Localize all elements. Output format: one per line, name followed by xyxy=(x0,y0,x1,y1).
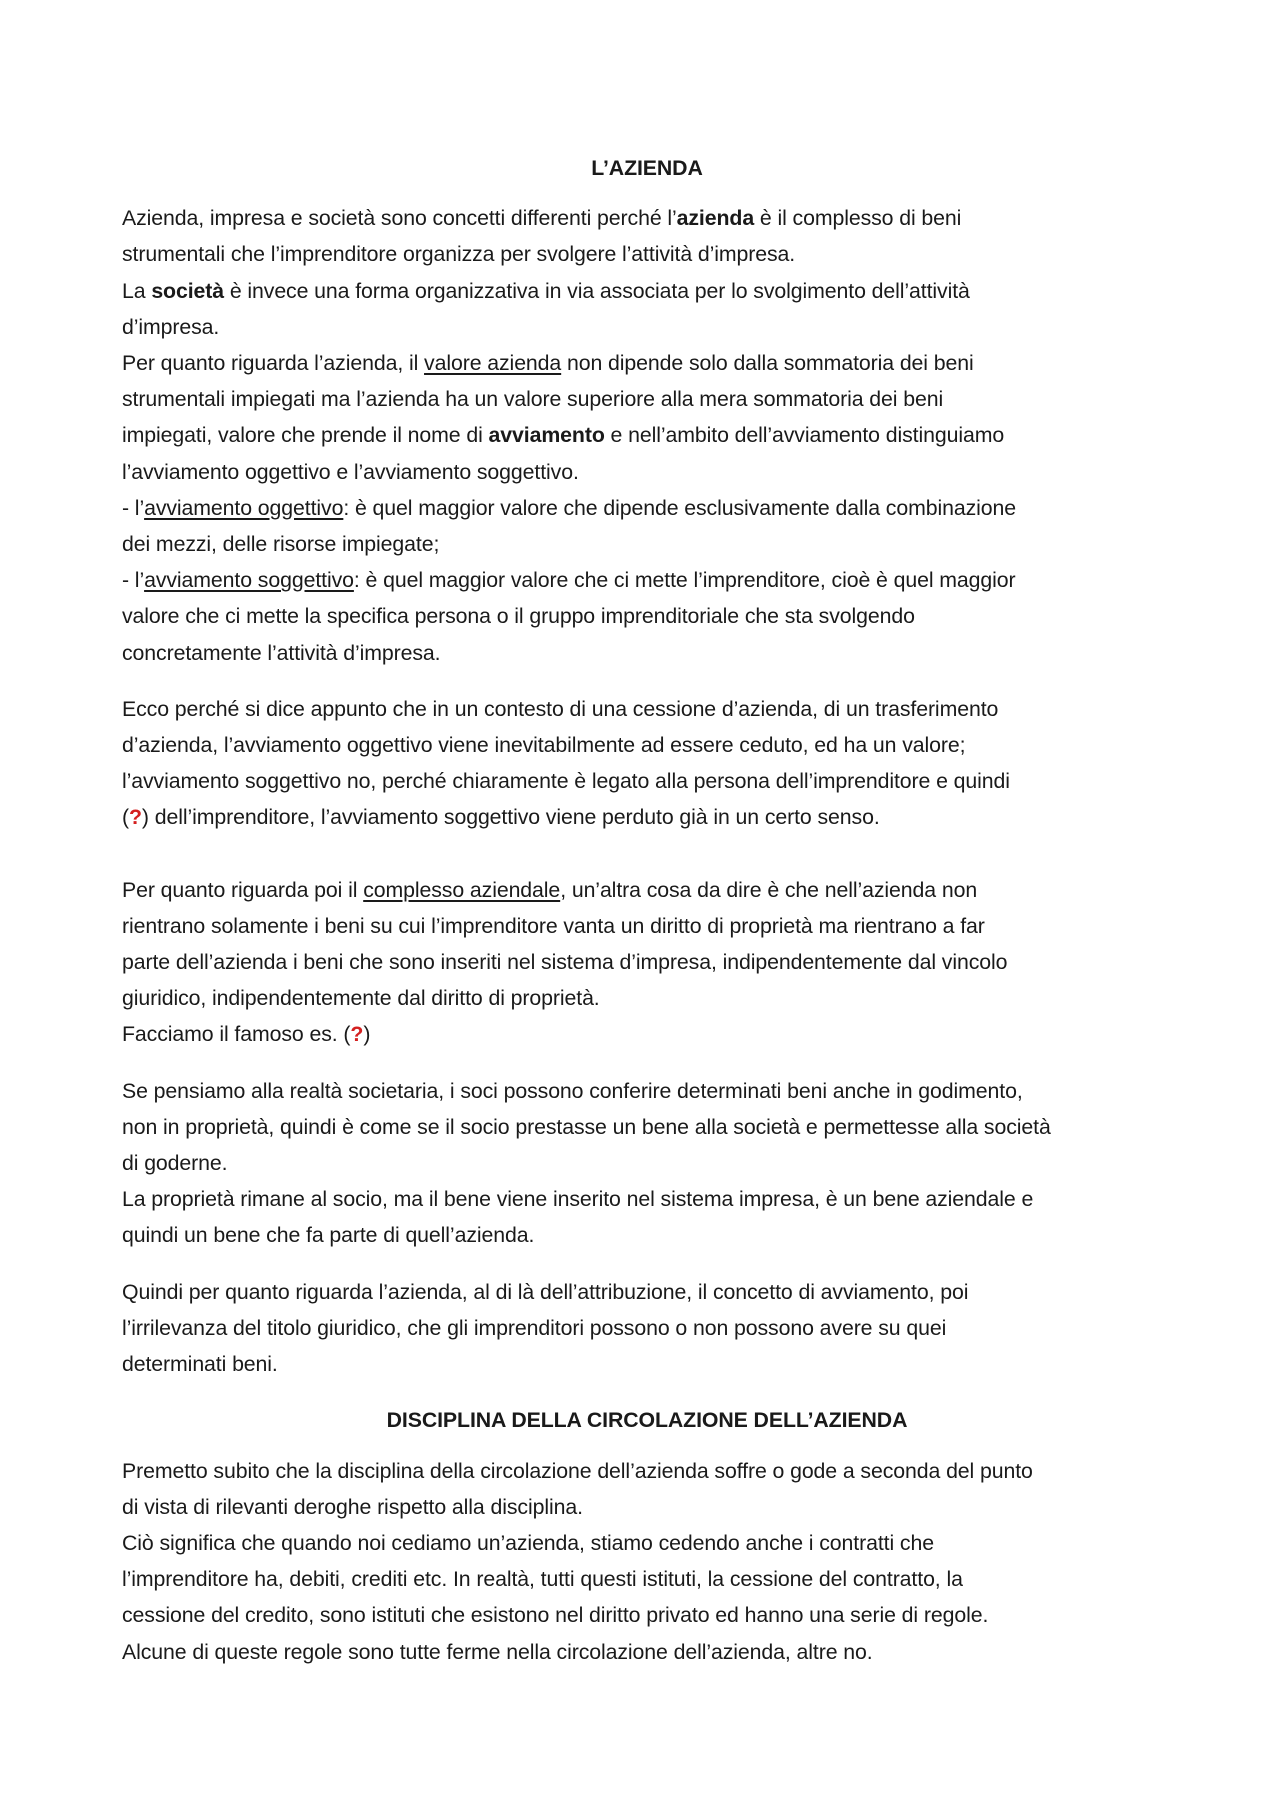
underlined-term-avviamento-soggettivo: avviamento soggettivo xyxy=(144,568,354,593)
text-run: : è quel maggior valore che dipende esclusivamente dalla combinazione xyxy=(343,495,1016,520)
text-line: valore che ci mette la specifica persona o il gruppo imprenditoriale che sta svolgendo xyxy=(122,604,915,629)
paragraph-4 xyxy=(122,1073,1172,1254)
text-run: e nell’ambito dell’avviamento distinguiamo xyxy=(604,423,1005,448)
bold-term-azienda: azienda xyxy=(676,206,755,231)
text-line: strumentali che l’imprenditore organizza per svolgere l’attività d’impresa. xyxy=(122,242,796,267)
text-line: di vista di rilevanti deroghe rispetto alla disciplina. xyxy=(122,1494,583,1519)
text-line: Se pensiamo alla realtà societaria, i soci possono conferire determinati beni anche in godimento, xyxy=(122,1078,1023,1103)
text-run: ) xyxy=(363,1022,371,1047)
bold-term-societa: società xyxy=(151,278,225,303)
text-line xyxy=(122,562,1172,598)
text-run: ) dell’imprenditore, l’avviamento soggettivo viene perduto già in un certo senso. xyxy=(141,805,880,830)
text-line: Ecco perché si dice appunto che in un contesto di una cessione d’azienda, di un trasferimento xyxy=(122,696,999,721)
paragraph-spacer xyxy=(122,836,1172,872)
text-run: Azienda, impresa e società sono concetti differenti perché l’ xyxy=(122,206,677,231)
paragraph-spacer xyxy=(122,671,1172,691)
text-line: l’avviamento soggettivo no, perché chiaramente è legato alla persona dell’imprenditore e quindi xyxy=(122,769,1010,794)
text-line xyxy=(122,417,1172,453)
text-line: Quindi per quanto riguarda l’azienda, al di là dell’attribuzione, il concetto di avviamento, poi xyxy=(122,1279,969,1304)
text-line xyxy=(122,273,1172,309)
text-line xyxy=(122,200,1172,236)
text-run: non dipende solo dalla sommatoria dei beni xyxy=(561,351,974,376)
text-run: - l’ xyxy=(122,568,145,593)
text-line: concretamente l’attività d’impresa. xyxy=(122,640,441,665)
text-line xyxy=(122,345,1172,381)
paragraph-1 xyxy=(122,200,1172,671)
text-line: d’impresa. xyxy=(122,314,220,339)
text-run: Per quanto riguarda poi il xyxy=(122,877,364,902)
text-line: giuridico, indipendentemente dal diritto di proprietà. xyxy=(122,986,600,1011)
question-mark-marker: ? xyxy=(350,1022,364,1047)
text-line: La proprietà rimane al socio, ma il bene viene inserito nel sistema impresa, è un bene aziendale e xyxy=(122,1187,1034,1212)
underlined-term-valore-azienda: valore azienda xyxy=(424,351,562,376)
text-line: l’irrilevanza del titolo giuridico, che gli imprenditori possono o non possono avere su quei xyxy=(122,1315,947,1340)
text-line xyxy=(122,872,1172,908)
paragraph-2 xyxy=(122,691,1172,836)
text-line: parte dell’azienda i beni che sono inseriti nel sistema d’impresa, indipendentemente dal vincolo xyxy=(122,950,1008,975)
text-line: dei mezzi, delle risorse impiegate; xyxy=(122,532,440,557)
text-line: cessione del credito, sono istituti che esistono nel diritto privato ed hanno una serie di regole. xyxy=(122,1603,989,1628)
document-body xyxy=(122,150,1172,1670)
text-line: l’avviamento oggettivo e l’avviamento soggettivo. xyxy=(122,459,579,484)
paragraph-spacer xyxy=(122,1254,1172,1274)
text-line: determinati beni. xyxy=(122,1352,278,1377)
text-line xyxy=(122,1016,1172,1052)
text-run: Per quanto riguarda l’azienda, il xyxy=(122,351,425,376)
paragraph-spacer xyxy=(122,1053,1172,1073)
text-run: Facciamo il famoso es. ( xyxy=(122,1022,351,1047)
text-line: Alcune di queste regole sono tutte ferme nella circolazione dell’azienda, altre no. xyxy=(122,1639,873,1664)
question-mark-marker: ? xyxy=(129,805,142,830)
underlined-term-complesso-aziendale: complesso aziendale xyxy=(363,877,561,902)
paragraph-3 xyxy=(122,872,1172,1053)
text-line: Premetto subito che la disciplina della circolazione dell’azienda soffre o gode a seconda del punto xyxy=(122,1458,1033,1483)
text-line: rientrano solamente i beni su cui l’imprenditore vanta un diritto di proprietà ma rientrano a far xyxy=(122,913,985,938)
text-run: è il complesso di beni xyxy=(754,206,962,231)
text-run: : è quel maggior valore che ci mette l’imprenditore, cioè è quel maggior xyxy=(353,568,1016,593)
text-line: l’imprenditore ha, debiti, crediti etc. In realtà, tutti questi istituti, la cessione del contratto, la xyxy=(122,1567,963,1592)
text-run: La xyxy=(122,278,152,303)
text-line: non in proprietà, quindi è come se il socio prestasse un bene alla società e permettesse alla società xyxy=(122,1114,1051,1139)
text-run: ( xyxy=(122,805,129,830)
paragraph-6 xyxy=(122,1453,1172,1670)
bold-term-avviamento: avviamento xyxy=(488,423,605,448)
text-run: , un’altra cosa da dire è che nell’azienda non xyxy=(560,877,978,902)
section-title: DISCIPLINA DELLA CIRCOLAZIONE DELL’AZIENDA xyxy=(386,1408,908,1433)
underlined-term-avviamento-oggettivo: avviamento oggettivo xyxy=(144,495,344,520)
paragraph-5 xyxy=(122,1274,1172,1383)
text-line: Ciò significa che quando noi cediamo un’azienda, stiamo cedendo anche i contratti che xyxy=(122,1530,934,1555)
text-line xyxy=(122,799,1172,835)
text-run: impiegati, valore che prende il nome di xyxy=(122,423,489,448)
text-line: di goderne. xyxy=(122,1151,228,1176)
text-run: - l’ xyxy=(122,495,145,520)
text-line: strumentali impiegati ma l’azienda ha un valore superiore alla mera sommatoria dei beni xyxy=(122,387,944,412)
paragraph-spacer xyxy=(122,1382,1172,1402)
text-line: quindi un bene che fa parte di quell’azienda. xyxy=(122,1223,535,1248)
page-title: L’AZIENDA xyxy=(591,156,703,180)
text-line: d’azienda, l’avviamento oggettivo viene inevitabilmente ad essere ceduto, ed ha un valore; xyxy=(122,733,966,758)
text-run: è invece una forma organizzativa in via associata per lo svolgimento dell’attività xyxy=(224,278,970,303)
text-line xyxy=(122,490,1172,526)
